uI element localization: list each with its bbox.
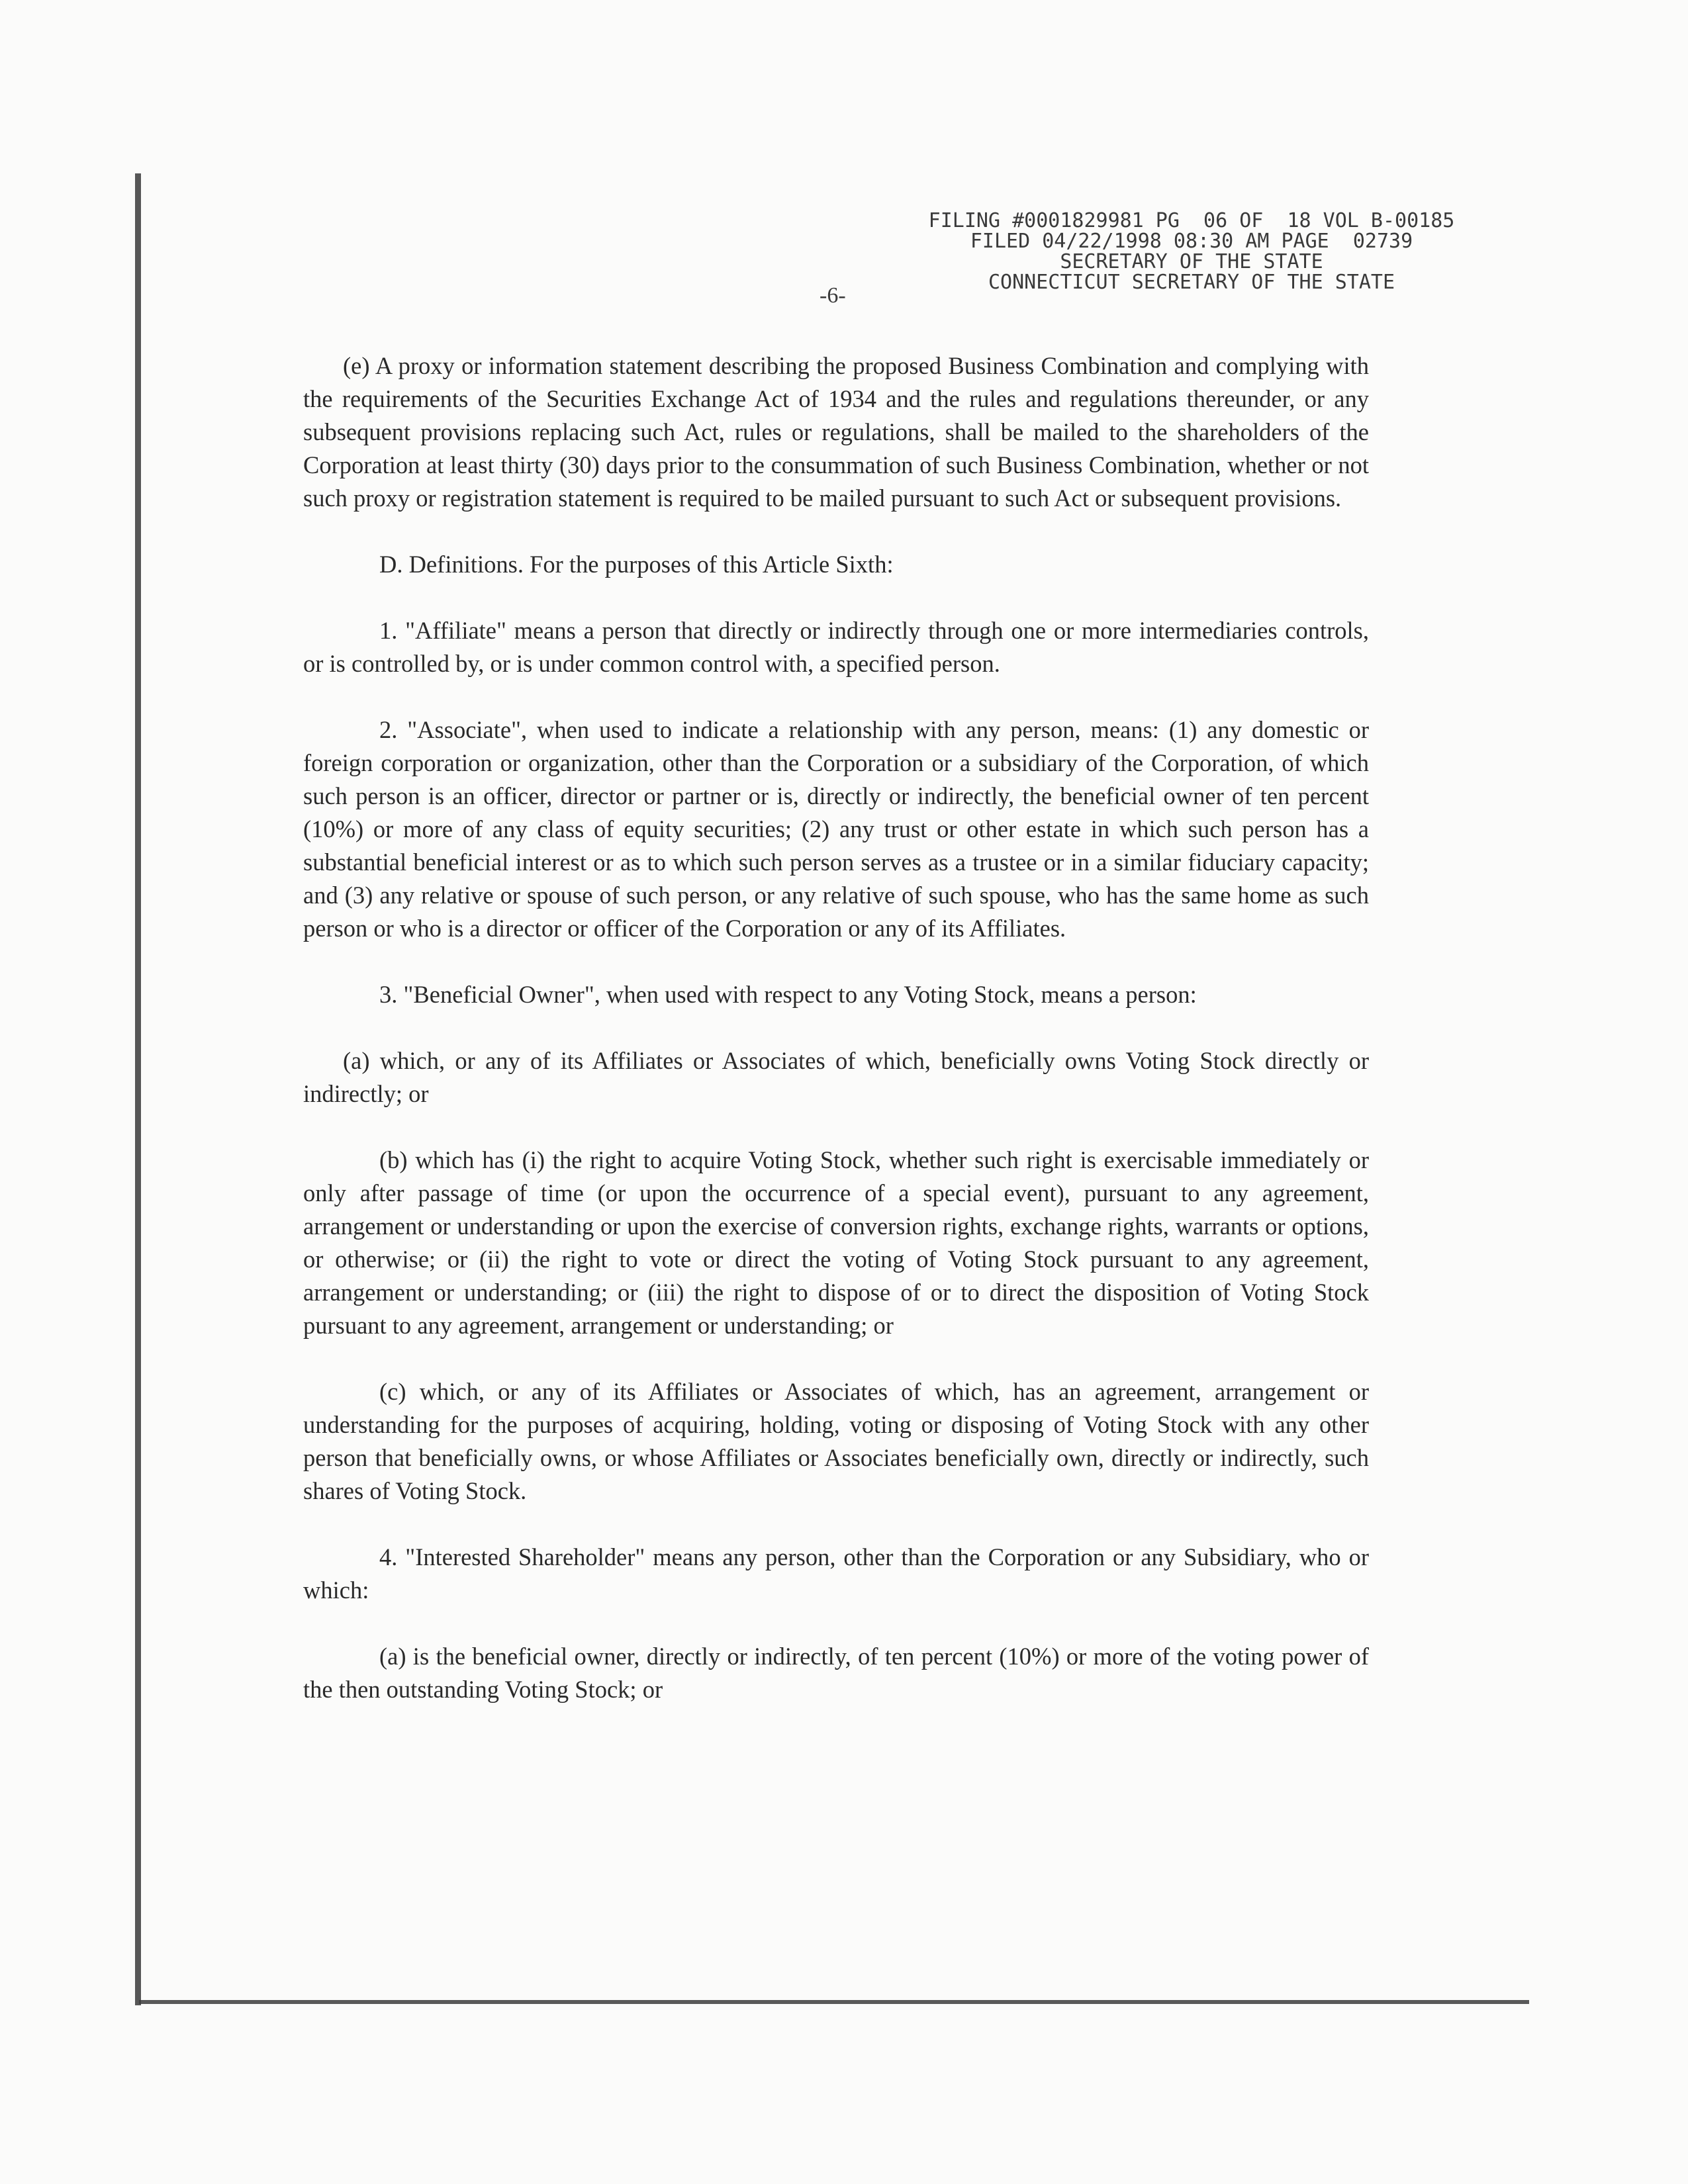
paragraph-d-heading: D. Definitions. For the purposes of this Article Sixth:	[379, 551, 894, 578]
definition-interested-shareholder: 4. "Interested Shareholder" means any person, other than the Corporation or any Subsidiary, who or which:	[303, 1543, 1369, 1604]
definition-associate: 2. "Associate", when used to indicate a relationship with any person, means: (1) any domestic or foreign corporation or organization, other than the Corporation or a subsidiary of the Corporation, of which such person is an officer, director or partner or is, directly or indirectly, the beneficial owner of ten percent (10%) or more of any class of equity securities; (2) any trust or other estate in which such person has a substantial beneficial interest or as to which such person serves as a trustee or in a similar fiduciary capacity; and (3) any relative or spouse of such person, or any relative of such spouse, who has the same home as such person or who is a director or officer of the Corporation or any of its Affiliates.	[303, 716, 1369, 942]
definition-beneficial-owner: 3. "Beneficial Owner", when used with respect to any Voting Stock, means a person:	[379, 981, 1197, 1008]
filing-stamp-line-1: FILING #0001829981 PG 06 OF 18 VOL B-00185	[928, 209, 1455, 232]
filing-stamp	[861, 210, 1523, 293]
definition-beneficial-owner-a: (a) which, or any of its Affiliates or Associates of which, beneficially owns Voting Stock directly or indirectly; or	[303, 1047, 1369, 1107]
filing-stamp-line-4: CONNECTICUT SECRETARY OF THE STATE	[988, 271, 1395, 294]
paragraph-e: (e) A proxy or information statement describing the proposed Business Combination and complying with the requirements of the Securities Exchange Act of 1934 and the rules and regulations thereunder, or any subsequent provisions replacing such Act, rules or regulations, shall be mailed to the shareholders of the Corporation at least thirty (30) days prior to the consummation of such Business Combination, whether or not such proxy or registration statement is required to be mailed pursuant to such Act or subsequent provisions.	[303, 352, 1369, 512]
definition-affiliate: 1. "Affiliate" means a person that directly or indirectly through one or more intermediaries controls, or is controlled by, or is under common control with, a specified person.	[303, 617, 1369, 677]
definition-beneficial-owner-b: (b) which has (i) the right to acquire Voting Stock, whether such right is exercisable immediately or only after passage of time (or upon the occurrence of a special event), pursuant to any agreement, arrangement or understanding or upon the exercise of conversion rights, exchange rights, warrants or options, or otherwise; or (ii) the right to vote or direct the voting of Voting Stock pursuant to any agreement, arrangement or understanding; or (iii) the right to dispose of or to direct the disposition of Voting Stock pursuant to any agreement, arrangement or understanding; or	[303, 1146, 1369, 1339]
scan-left-border	[135, 173, 141, 2005]
filing-stamp-line-3: SECRETARY OF THE STATE	[1060, 250, 1323, 273]
document-body	[303, 349, 1369, 1739]
page-number: -6-	[820, 283, 846, 308]
definition-interested-shareholder-a: (a) is the beneficial owner, directly or indirectly, of ten percent (10%) or more of the voting power of the then outstanding Voting Stock; or	[303, 1643, 1369, 1703]
definition-beneficial-owner-c: (c) which, or any of its Affiliates or Associates of which, has an agreement, arrangement or understanding for the purposes of acquiring, holding, voting or disposing of Voting Stock with any other person that beneficially owns, or whose Affiliates or Associates beneficially own, directly or indirectly, such shares of Voting Stock.	[303, 1378, 1369, 1504]
scan-bottom-border	[139, 2000, 1529, 2004]
filing-stamp-line-2: FILED 04/22/1998 08:30 AM PAGE 02739	[970, 230, 1413, 253]
